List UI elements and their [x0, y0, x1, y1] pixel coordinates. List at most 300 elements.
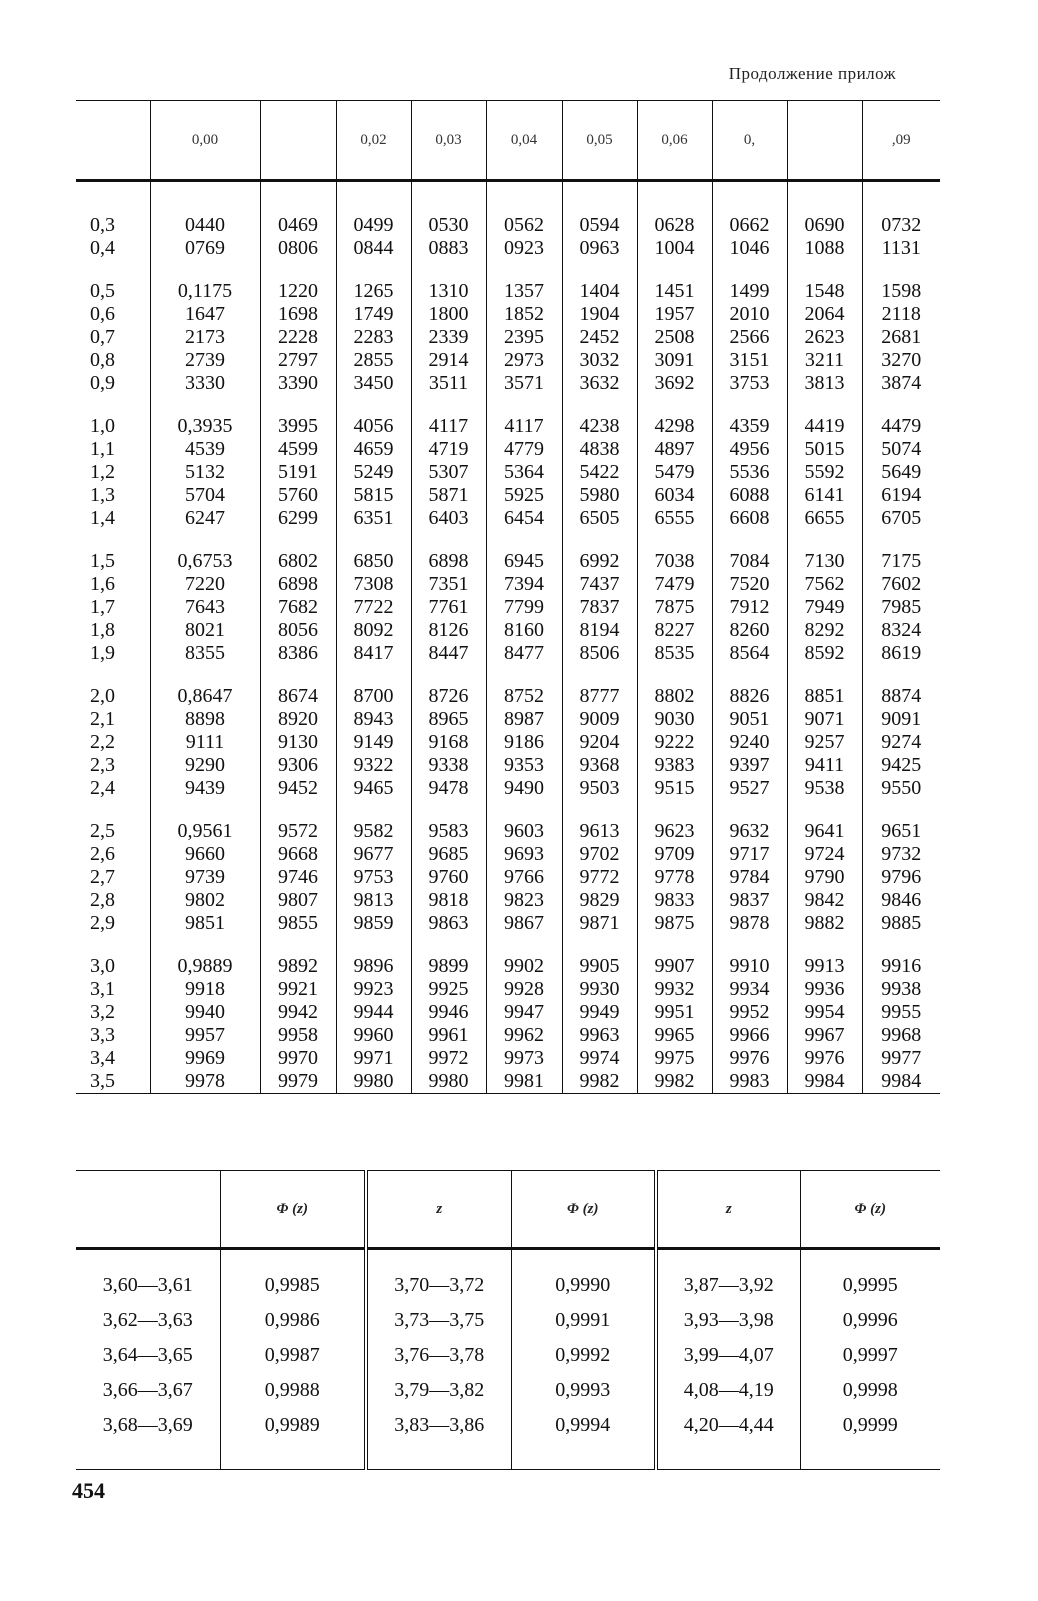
value-cell: 5422 — [579, 461, 620, 483]
value-cell: 5191 — [278, 461, 318, 483]
value-column — [562, 181, 637, 1094]
argument-cell: 1,9 — [90, 642, 115, 664]
value-cell: 9878 — [729, 912, 770, 934]
row-group — [261, 935, 336, 1093]
value-cell: 9973 — [504, 1047, 544, 1069]
argument-column — [76, 181, 150, 1094]
value-cell: 0440 — [185, 214, 225, 236]
row-group — [563, 182, 637, 260]
value-cell: 8535 — [654, 642, 695, 664]
phi-value-cell: 0,9988 — [220, 1373, 366, 1408]
value-cell: 9976 — [804, 1047, 845, 1069]
value-cell: 5704 — [185, 484, 225, 506]
value-cell: 5815 — [353, 484, 394, 506]
value-cell: 8126 — [428, 619, 469, 641]
row-group — [638, 935, 712, 1093]
argument-cell: 1,1 — [90, 438, 115, 460]
value-cell: 9338 — [428, 754, 469, 776]
value-cell: 8260 — [729, 619, 770, 641]
row-group — [713, 182, 787, 260]
value-cell: 9802 — [185, 889, 225, 911]
value-cell: 7084 — [729, 550, 770, 572]
value-cell: 9411 — [804, 754, 845, 776]
value-column — [260, 181, 336, 1094]
row-group — [261, 530, 336, 665]
row-group — [90, 182, 150, 260]
value-cell: 8477 — [504, 642, 544, 664]
value-column — [411, 181, 486, 1094]
value-cell: 0923 — [504, 237, 544, 259]
value-cell: 2064 — [804, 303, 845, 325]
value-cell: 9983 — [729, 1070, 770, 1092]
row-group — [563, 395, 637, 530]
value-cell: 7220 — [185, 573, 225, 595]
value-cell: 9984 — [881, 1070, 922, 1092]
value-cell: 9963 — [579, 1024, 620, 1046]
value-cell: 1499 — [729, 280, 770, 302]
value-cell: 7562 — [804, 573, 845, 595]
z-range-cell: 3,66—3,67 — [102, 1379, 193, 1401]
z-range-cell: 3,99—4,07 — [656, 1338, 800, 1373]
value-cell: 0963 — [579, 237, 620, 259]
row-group — [638, 395, 712, 530]
row-group — [261, 182, 336, 260]
column-header — [76, 101, 150, 181]
value-column — [787, 181, 862, 1094]
value-cell: 0662 — [729, 214, 770, 236]
value-cell: 9778 — [654, 866, 695, 888]
value-cell: 0469 — [278, 214, 318, 236]
value-cell: 9976 — [729, 1047, 770, 1069]
value-cell: 4539 — [185, 438, 225, 460]
value-cell: 0806 — [278, 237, 318, 259]
value-cell: 9972 — [428, 1047, 469, 1069]
row-group — [337, 800, 411, 935]
row-group — [90, 260, 150, 395]
value-cell: 4117 — [504, 415, 544, 437]
value-cell: 9928 — [504, 978, 544, 1000]
value-cell: 9353 — [504, 754, 544, 776]
value-cell: 9966 — [729, 1024, 770, 1046]
value-cell: 9842 — [804, 889, 845, 911]
value-cell: 9425 — [881, 754, 922, 776]
value-cell: 8194 — [579, 619, 620, 641]
row-group — [713, 530, 787, 665]
value-cell: 2566 — [729, 326, 770, 348]
argument-cell: 0,8 — [90, 349, 115, 371]
value-cell: 8700 — [353, 685, 394, 707]
value-cell: 9846 — [881, 889, 922, 911]
column-header: z — [366, 1171, 511, 1249]
value-cell: 0844 — [353, 237, 394, 259]
phi-value-cell: 0,9996 — [800, 1303, 940, 1338]
value-cell: 9632 — [729, 820, 770, 842]
value-cell: 8292 — [804, 619, 845, 641]
row-group — [487, 395, 562, 530]
value-cell: 3151 — [729, 349, 770, 371]
value-cell: 9982 — [654, 1070, 695, 1092]
value-cell: 3692 — [654, 372, 695, 394]
value-cell: 8056 — [278, 619, 318, 641]
value-cell: 9717 — [729, 843, 770, 865]
phi-value-cell: 0,9991 — [511, 1303, 656, 1338]
value-cell: 9790 — [804, 866, 845, 888]
value-cell: 0690 — [804, 214, 845, 236]
value-cell: 9641 — [804, 820, 845, 842]
row-group — [713, 395, 787, 530]
value-cell: 8674 — [278, 685, 318, 707]
main-values-table — [76, 100, 940, 1094]
value-cell: 9962 — [504, 1024, 544, 1046]
value-cell: 9030 — [654, 708, 695, 730]
value-cell: 9290 — [185, 754, 225, 776]
value-cell: 8752 — [504, 685, 544, 707]
z-range-cell: 3,87—3,92 — [656, 1249, 800, 1304]
argument-cell: 2,5 — [90, 820, 115, 842]
z-range-cell: 3,93—3,98 — [656, 1303, 800, 1338]
value-cell: 9875 — [654, 912, 695, 934]
row-group — [788, 665, 862, 800]
phi-value-cell: 0,9999 — [800, 1408, 940, 1470]
argument-cell: 2,8 — [90, 889, 115, 911]
value-cell: 7643 — [185, 596, 225, 618]
argument-cell: 0,6 — [90, 303, 115, 325]
value-cell: 9968 — [881, 1024, 922, 1046]
argument-cell: 2,3 — [90, 754, 115, 776]
row-group — [412, 665, 486, 800]
value-cell: 6555 — [654, 507, 695, 529]
value-cell: 6088 — [729, 484, 770, 506]
value-cell: 9306 — [278, 754, 318, 776]
value-cell: 9896 — [353, 955, 394, 977]
row-group — [337, 260, 411, 395]
value-cell: 1004 — [654, 237, 695, 259]
column-header: z — [656, 1171, 800, 1249]
value-cell: 9885 — [881, 912, 922, 934]
value-cell: 1131 — [881, 237, 921, 259]
argument-cell: 2,4 — [90, 777, 115, 799]
value-cell: 8227 — [654, 619, 695, 641]
value-cell: 2395 — [504, 326, 544, 348]
argument-cell: 2,1 — [90, 708, 115, 730]
value-cell: 7912 — [729, 596, 770, 618]
value-cell: 3091 — [654, 349, 695, 371]
row-group — [638, 182, 712, 260]
value-cell: 9111 — [185, 731, 225, 753]
value-cell: 9527 — [729, 777, 770, 799]
argument-cell: 1,6 — [90, 573, 115, 595]
value-cell: 2739 — [185, 349, 225, 371]
phi-value-cell: 0,9995 — [800, 1249, 940, 1304]
argument-cell: 3,3 — [90, 1024, 115, 1046]
z-range-cell: 3,60—3,61 — [102, 1274, 193, 1296]
value-cell: 9863 — [428, 912, 469, 934]
row-group — [638, 800, 712, 935]
value-cell: 7175 — [881, 550, 922, 572]
value-cell: 5925 — [504, 484, 544, 506]
value-cell: 6351 — [353, 507, 394, 529]
row-group — [713, 935, 787, 1093]
value-cell: 1647 — [185, 303, 225, 325]
value-column — [486, 181, 562, 1094]
value-cell: 9967 — [804, 1024, 845, 1046]
value-cell: 9274 — [881, 731, 922, 753]
value-column — [150, 181, 260, 1094]
value-cell: 9969 — [185, 1047, 225, 1069]
value-cell: 9807 — [278, 889, 318, 911]
value-cell: 1404 — [579, 280, 620, 302]
value-cell: 2283 — [353, 326, 394, 348]
value-cell: 2508 — [654, 326, 695, 348]
value-cell: 9439 — [185, 777, 225, 799]
row-group — [563, 935, 637, 1093]
value-cell: 1088 — [804, 237, 845, 259]
column-header: 0, — [712, 101, 787, 181]
value-cell: 0883 — [428, 237, 469, 259]
value-cell: 5592 — [804, 461, 845, 483]
value-cell: 8092 — [353, 619, 394, 641]
row-group — [487, 665, 562, 800]
value-cell: 8874 — [881, 685, 922, 707]
value-cell: 5871 — [428, 484, 469, 506]
value-cell: 9693 — [504, 843, 544, 865]
value-cell: 2914 — [428, 349, 469, 371]
table-row — [76, 1338, 940, 1373]
value-cell: 9984 — [804, 1070, 845, 1092]
value-cell: 4419 — [804, 415, 845, 437]
value-cell: 9833 — [654, 889, 695, 911]
value-cell: 9709 — [654, 843, 695, 865]
value-cell: 8777 — [579, 685, 620, 707]
value-cell: 1800 — [428, 303, 469, 325]
argument-cell: 3,4 — [90, 1047, 115, 1069]
value-cell: 8564 — [729, 642, 770, 664]
value-cell: 8355 — [185, 642, 225, 664]
phi-value-cell: 0,9987 — [220, 1338, 366, 1373]
value-column — [712, 181, 787, 1094]
value-cell: 2010 — [729, 303, 770, 325]
value-cell: 5249 — [353, 461, 394, 483]
row-group — [638, 530, 712, 665]
value-cell: 6992 — [579, 550, 620, 572]
value-cell: 9204 — [579, 731, 620, 753]
value-cell: 6898 — [428, 550, 469, 572]
row-group — [638, 665, 712, 800]
value-cell: 9882 — [804, 912, 845, 934]
value-cell: 8802 — [654, 685, 695, 707]
page-number: 454 — [72, 1478, 105, 1503]
value-cell: 0,9889 — [177, 955, 233, 977]
z-range-cell: 3,62—3,63 — [102, 1309, 193, 1331]
value-cell: 4298 — [654, 415, 695, 437]
value-cell: 1046 — [729, 237, 770, 259]
row-group — [563, 800, 637, 935]
value-cell: 9954 — [804, 1001, 845, 1023]
value-cell: 5015 — [804, 438, 845, 460]
value-cell: 9149 — [353, 731, 394, 753]
value-cell: 9515 — [654, 777, 695, 799]
value-cell: 7394 — [504, 573, 544, 595]
row-group — [863, 800, 941, 935]
value-cell: 8160 — [504, 619, 544, 641]
value-cell: 9796 — [881, 866, 922, 888]
argument-cell: 0,7 — [90, 326, 115, 348]
value-cell: 7308 — [353, 573, 394, 595]
row-group — [261, 800, 336, 935]
value-cell: 5980 — [579, 484, 620, 506]
value-cell: 5364 — [504, 461, 544, 483]
value-cell: 0628 — [654, 214, 695, 236]
argument-cell: 3,5 — [90, 1070, 115, 1092]
value-cell: 9051 — [729, 708, 770, 730]
column-header: Φ (z) — [511, 1171, 656, 1249]
value-cell: 1451 — [654, 280, 695, 302]
value-cell: 9965 — [654, 1024, 695, 1046]
row-group — [151, 530, 260, 665]
argument-cell: 3,2 — [90, 1001, 115, 1023]
column-header: Φ (z) — [800, 1171, 940, 1249]
value-cell: 8826 — [729, 685, 770, 707]
value-cell: 7875 — [654, 596, 695, 618]
phi-value-cell: 0,9992 — [511, 1338, 656, 1373]
value-cell: 9071 — [804, 708, 845, 730]
value-cell: 9257 — [804, 731, 845, 753]
value-cell: 5649 — [881, 461, 922, 483]
value-cell: 6898 — [278, 573, 318, 595]
value-cell: 9961 — [428, 1024, 469, 1046]
value-cell: 5074 — [881, 438, 922, 460]
value-cell: 9668 — [278, 843, 318, 865]
column-header: 0,02 — [336, 101, 411, 181]
value-cell: 3032 — [579, 349, 620, 371]
column-header — [787, 101, 862, 181]
value-cell: 9465 — [353, 777, 394, 799]
value-cell: 1749 — [353, 303, 394, 325]
argument-cell: 1,8 — [90, 619, 115, 641]
value-cell: 9977 — [881, 1047, 922, 1069]
value-cell: 9168 — [428, 731, 469, 753]
argument-cell: 2,9 — [90, 912, 115, 934]
value-cell: 9913 — [804, 955, 845, 977]
value-cell: 9746 — [278, 866, 318, 888]
row-group — [487, 935, 562, 1093]
value-cell: 2681 — [881, 326, 922, 348]
value-cell: 9957 — [185, 1024, 225, 1046]
row-group — [713, 800, 787, 935]
value-cell: 8726 — [428, 685, 469, 707]
row-group — [713, 260, 787, 395]
row-group — [412, 530, 486, 665]
z-range-cell: 3,73—3,75 — [366, 1303, 511, 1338]
column-header: 0,04 — [486, 101, 562, 181]
value-cell: 9982 — [579, 1070, 620, 1092]
value-cell: 3270 — [881, 349, 922, 371]
argument-cell: 3,1 — [90, 978, 115, 1000]
z-range-cell: 3,79—3,82 — [366, 1373, 511, 1408]
row-group — [412, 395, 486, 530]
phi-value-cell: 0,9990 — [511, 1249, 656, 1304]
argument-cell: 1,7 — [90, 596, 115, 618]
value-cell: 9829 — [579, 889, 620, 911]
value-cell: 5307 — [428, 461, 469, 483]
z-range-cell: 4,08—4,19 — [656, 1373, 800, 1408]
value-cell: 9490 — [504, 777, 544, 799]
argument-cell: 0,4 — [90, 237, 115, 259]
value-cell: 9979 — [278, 1070, 318, 1092]
column-header: ,09 — [862, 101, 940, 181]
value-cell: 3995 — [278, 415, 318, 437]
row-group — [151, 260, 260, 395]
argument-cell: 3,0 — [90, 955, 115, 977]
column-header: Φ (z) — [220, 1171, 366, 1249]
laplace-table-main — [76, 100, 940, 1094]
row-group — [412, 182, 486, 260]
value-cell: 4117 — [428, 415, 469, 437]
extended-values-table — [76, 1170, 940, 1470]
value-cell: 9932 — [654, 978, 695, 1000]
row-group — [863, 260, 941, 395]
value-cell: 9368 — [579, 754, 620, 776]
value-cell: 9572 — [278, 820, 318, 842]
value-cell: 9892 — [278, 955, 318, 977]
column-header: 0,06 — [637, 101, 712, 181]
table-row — [76, 1249, 940, 1304]
value-cell: 9871 — [579, 912, 620, 934]
value-cell: 9766 — [504, 866, 544, 888]
value-cell: 9934 — [729, 978, 770, 1000]
column-header: 0,03 — [411, 101, 486, 181]
row-group — [90, 935, 150, 1093]
argument-cell: 0,9 — [90, 372, 115, 394]
value-cell: 3450 — [353, 372, 394, 394]
argument-cell: 2,6 — [90, 843, 115, 865]
row-group — [151, 182, 260, 260]
value-cell: 9902 — [504, 955, 544, 977]
argument-cell: 2,0 — [90, 685, 115, 707]
value-cell: 9910 — [729, 955, 770, 977]
value-column — [637, 181, 712, 1094]
value-cell: 6247 — [185, 507, 225, 529]
value-cell: 8021 — [185, 619, 225, 641]
value-cell: 9938 — [881, 978, 922, 1000]
row-group — [788, 395, 862, 530]
value-cell: 9772 — [579, 866, 620, 888]
table-row — [76, 1408, 940, 1470]
value-cell: 9130 — [278, 731, 318, 753]
value-cell: 7351 — [428, 573, 469, 595]
value-cell: 3874 — [881, 372, 922, 394]
value-cell: 0530 — [428, 214, 469, 236]
value-cell: 9651 — [881, 820, 922, 842]
value-cell: 9855 — [278, 912, 318, 934]
table-row — [76, 1373, 940, 1408]
value-cell: 9974 — [579, 1047, 620, 1069]
column-header — [260, 101, 336, 181]
value-cell: 9603 — [504, 820, 544, 842]
value-cell: 2452 — [579, 326, 620, 348]
value-cell: 0,1175 — [177, 280, 233, 302]
value-cell: 9944 — [353, 1001, 394, 1023]
value-cell: 3753 — [729, 372, 770, 394]
value-cell: 2118 — [881, 303, 921, 325]
value-cell: 9724 — [804, 843, 845, 865]
table-row — [76, 1303, 940, 1338]
row-group — [151, 665, 260, 800]
value-cell: 6299 — [278, 507, 318, 529]
argument-cell: 0,5 — [90, 280, 115, 302]
value-column — [862, 181, 940, 1094]
phi-value-cell: 0,9985 — [220, 1249, 366, 1304]
